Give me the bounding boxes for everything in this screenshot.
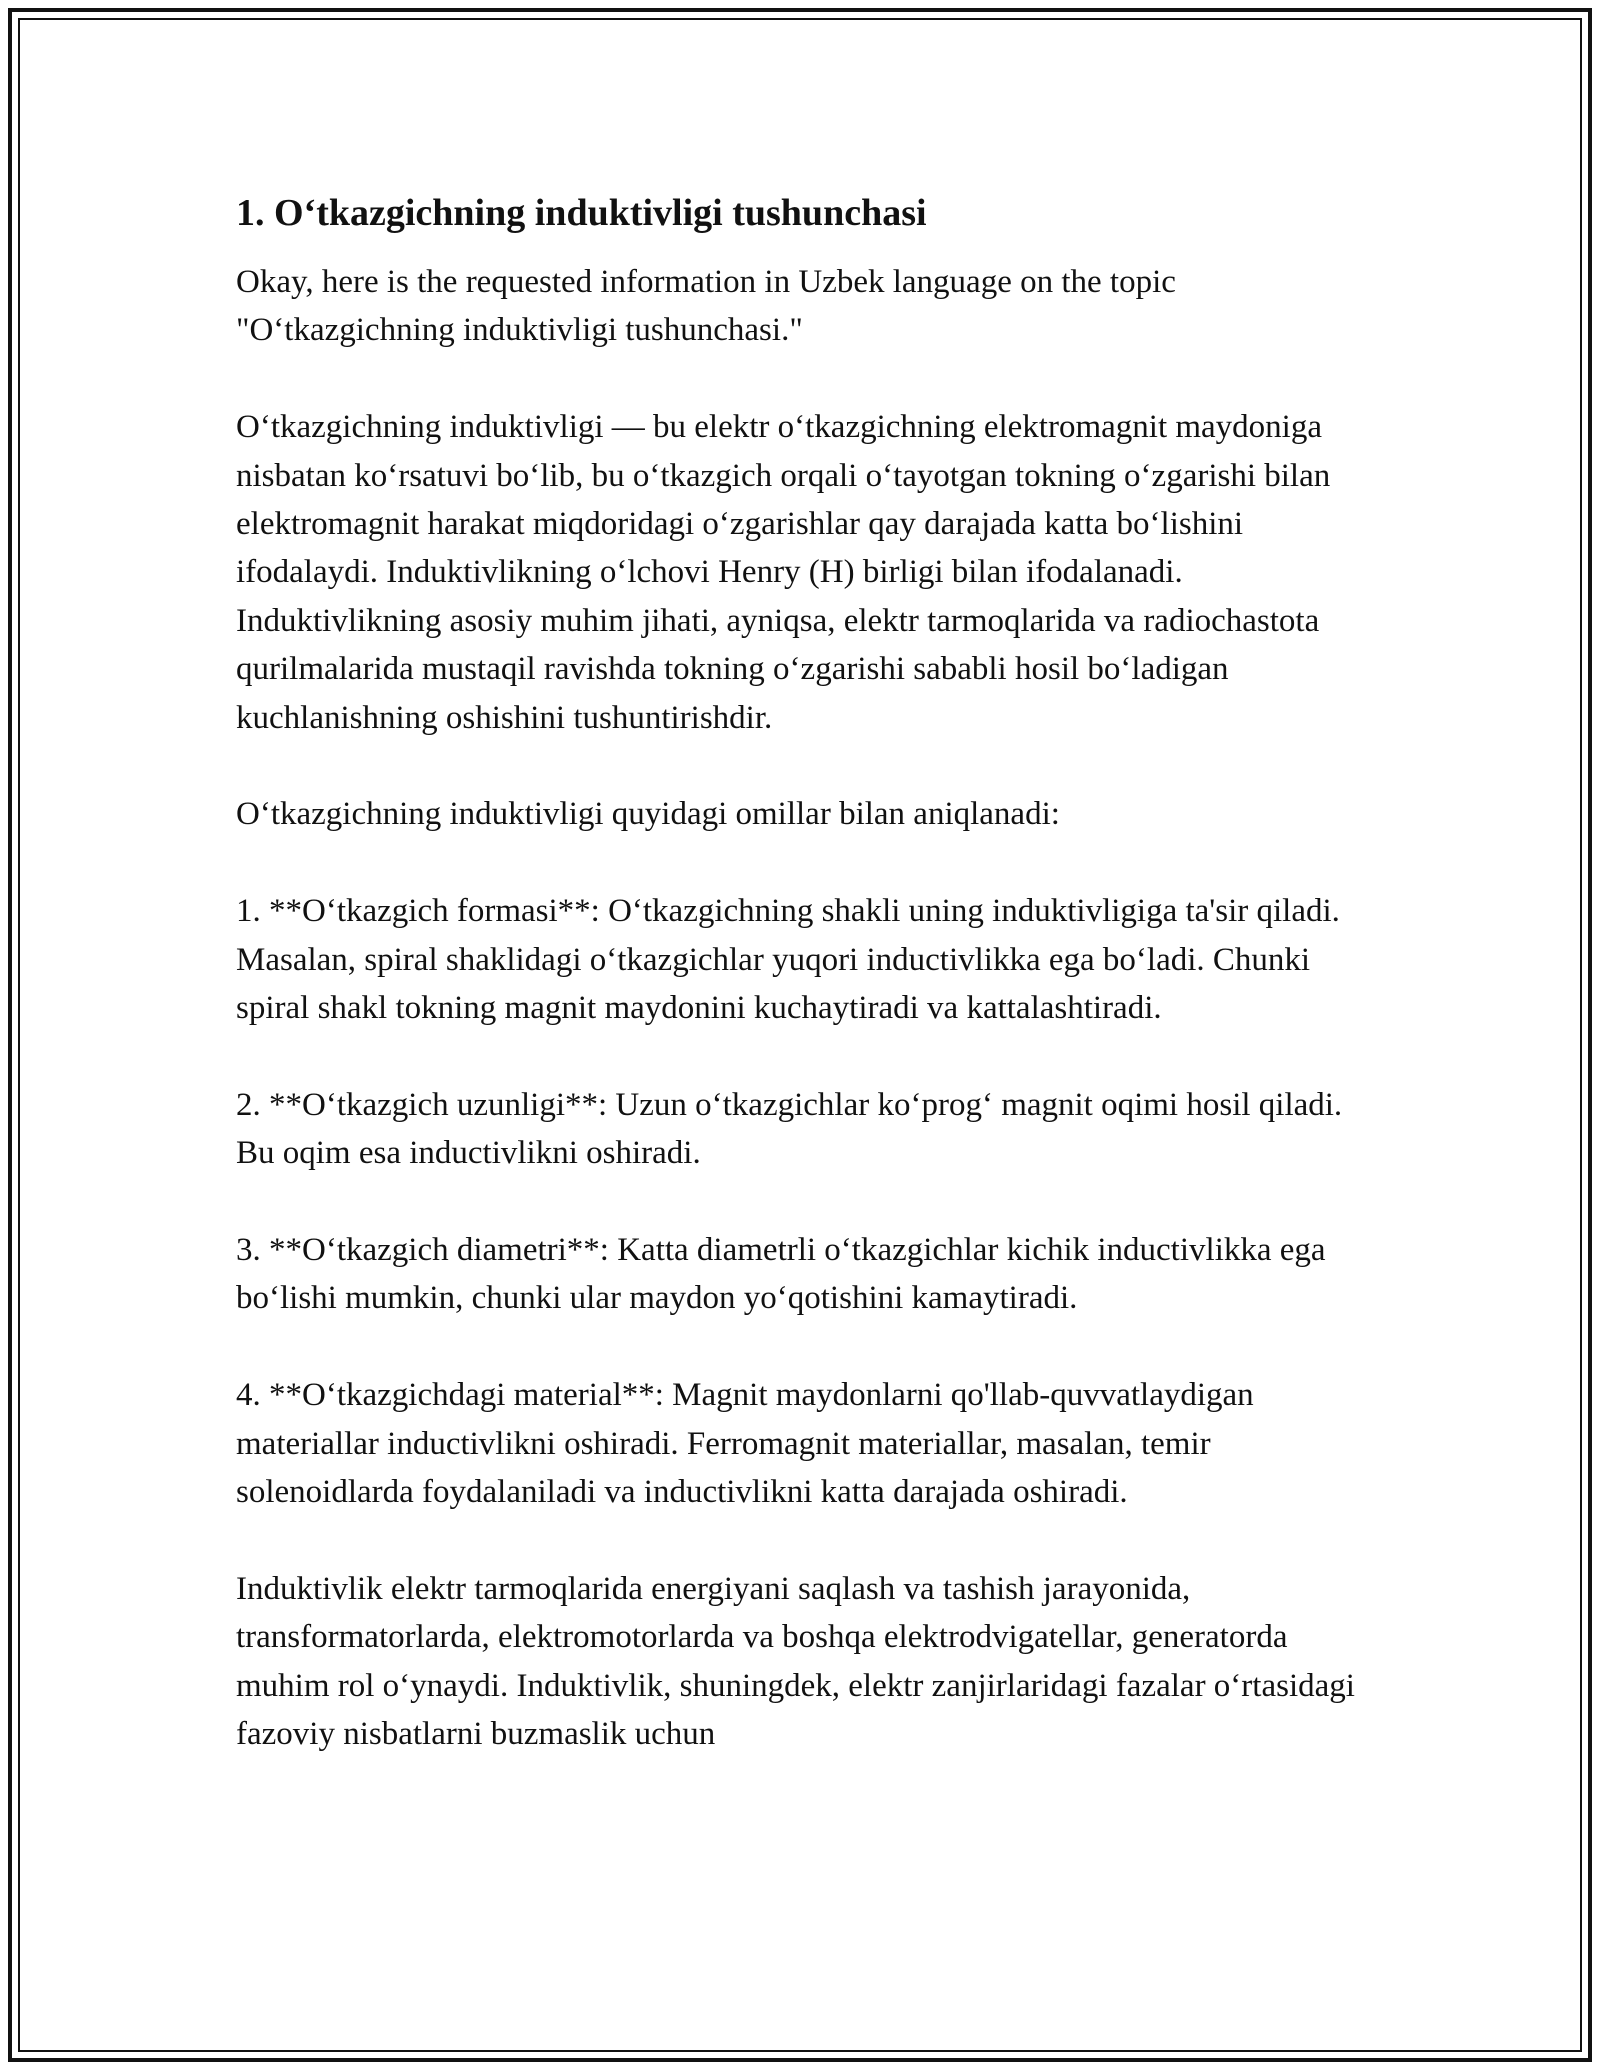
factor-2-paragraph: 2. **O‘tkazgich uzunligi**: Uzun o‘tkazgichlar ko‘prog‘ magnit oqimi hosil qiladi. Bu oqim esa inductivlikni oshiradi.	[236, 1086, 1343, 1172]
intro-paragraph: Okay, here is the requested information in Uzbek language on the topic "O‘tkazgichning induktivligi tushunchasi."	[236, 264, 1176, 349]
factor-1-paragraph: 1. **O‘tkazgich formasi**: O‘tkazgichning shakli uning induktivligiga ta'sir qiladi. Masalan, spiral shaklidagi o‘tkazgichlar yuqori inductivlikka ega bo‘ladi. Chunki spiral shakl tokning magnit maydonini kuchaytiradi va kattalashtiradi.	[236, 893, 1340, 1027]
factors-intro-paragraph: O‘tkazgichning induktivligi quyidagi omillar bilan aniqlanadi:	[236, 796, 1060, 833]
factor-4-paragraph: 4. **O‘tkazgichdagi material**: Magnit maydonlarni qo'llab-quvvatlaydigan materiallar inductivlikni oshiradi. Ferromagnit materiallar, masalan, temir solenoidlarda foydalaniladi va inductivlikni katta darajada oshiradi.	[236, 1377, 1254, 1511]
document-body	[236, 186, 1381, 1758]
section-heading: 1. O‘tkazgichning induktivligi tushunchasi	[236, 192, 927, 234]
applications-paragraph: Induktivlik elektr tarmoqlarida energiyani saqlash va tashish jarayonida, transformatorlarda, elektromotorlarda va boshqa elektrodvigatellar, generatorda muhim rol o‘ynaydi. Induktivlik, shuningdek, elektr zanjirlaridagi fazalar o‘rtasidagi fazoviy nisbatlarni buzmaslik uchun	[236, 1570, 1355, 1753]
definition-paragraph: O‘tkazgichning induktivligi — bu elektr o‘tkazgichning elektromagnit maydoniga nisbatan ko‘rsatuvi bo‘lib, bu o‘tkazgich orqali o‘tayotgan tokning o‘zgarishi bilan elektromagnit harakat miqdoridagi o‘zgarishlar qay darajada katta bo‘lishini ifodalaydi. Induktivlikning o‘lchovi Henry (H) birligi bilan ifodalanadi. Induktivlikning asosiy muhim jihati, ayniqsa, elektr tarmoqlarida va radiochastota qurilmalarida mustaqil ravishda tokning o‘zgarishi sababli hosil bo‘ladigan kuchlanishning oshishini tushuntirishdir.	[236, 409, 1331, 736]
factor-3-paragraph: 3. **O‘tkazgich diametri**: Katta diametrli o‘tkazgichlar kichik inductivlikka ega bo‘lishi mumkin, chunki ular maydon yo‘qotishini kamaytiradi.	[236, 1232, 1326, 1317]
